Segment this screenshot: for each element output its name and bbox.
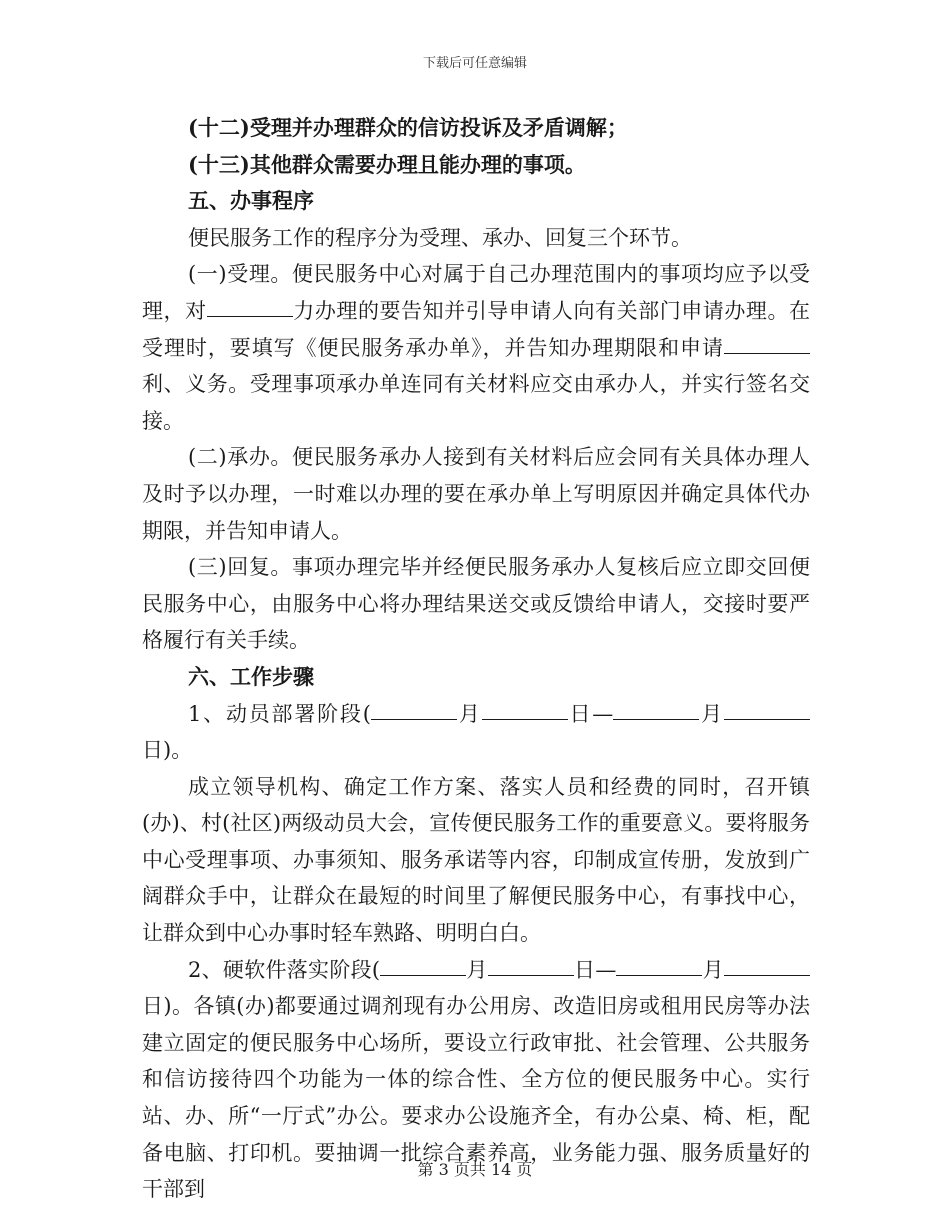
blank-underline bbox=[380, 954, 466, 976]
paragraph-step-1-title: 1、动员部署阶段( 月 日— 月 日)。 bbox=[142, 696, 810, 769]
section-heading-procedure: 五、办事程序 bbox=[188, 188, 314, 214]
paragraph-step-2: 2、硬软件落实阶段( 月 日— 月 日)。各镇(办)都要通过调剂现有办公用房、改造旧房或租用民房等办法建立固定的便民服务中心场所，要设立行政审批、社会管理、公共服务和信访接待四个功能为一体的综合性、全方位的便民服务中心。实行站、办、所“一厅式”办公。要求办公设施齐全，有办公桌、椅、柜，配备电脑、打印机。要抽调一批综合素养高，业务能力强、服务质量好的干部到 bbox=[142, 952, 810, 1208]
blank-underline bbox=[482, 698, 568, 720]
page-header: 下载后可任意编辑 bbox=[422, 56, 527, 71]
page-footer: 第 3 页共 14 页 bbox=[417, 1160, 533, 1179]
blank-underline bbox=[724, 332, 810, 354]
blank-underline bbox=[371, 698, 457, 720]
blank-underline bbox=[613, 698, 699, 720]
paragraph-handle: (二)承办。便民服务承办人接到有关材料后应会同有关具体办理人及时予以办理，一时难以办理的要在承办单上写明原因并确定具体代办期限，并告知申请人。 bbox=[142, 445, 810, 543]
paragraph-reply: (三)回复。事项办理完毕并经便民服务承办人复核后应立即交回便民服务中心，由服务中心将办理结果送交或反馈给申请人，交接时要严格履行有关手续。 bbox=[142, 555, 810, 653]
paragraph-item-13: (十三)其他群众需要办理且能办理的事项。 bbox=[188, 151, 586, 177]
blank-underline bbox=[488, 954, 574, 976]
paragraph-item-12: (十二)受理并办理群众的信访投诉及矛盾调解； bbox=[188, 115, 628, 140]
section-heading-steps: 六、工作步骤 bbox=[188, 663, 314, 689]
paragraph-accept: (一)受理。便民服务中心对属于自己办理范围内的事项均应予以受理，对 力办理的要告知并引导申请人向有关部门申请办理。在受理时，要填写《便民服务承办单》，并告知办理期限和申请 利、义务。受理事项承办单连同有关材料应交由承办人，并实行签名交接。 bbox=[142, 262, 811, 433]
blank-underline bbox=[616, 954, 702, 976]
paragraph-procedure-intro: 便民服务工作的程序分为受理、承办、回复三个环节。 bbox=[188, 225, 692, 250]
document-body bbox=[142, 110, 810, 1208]
paragraph-step-1-body: 成立领导机构、确定工作方案、落实人员和经费的同时，召开镇(办)、村(社区)两级动员大会，宣传便民服务工作的重要意义。要将服务中心受理事项、办事须知、服务承诺等内容，印制成宣传册，发放到广阔群众手中，让群众在最短的时间里了解便民服务中心，有事找中心，让群众到中心办事时轻车熟路、明明白白。 bbox=[142, 774, 810, 946]
blank-underline bbox=[207, 295, 293, 317]
blank-underline bbox=[724, 954, 810, 976]
blank-underline bbox=[724, 698, 810, 720]
